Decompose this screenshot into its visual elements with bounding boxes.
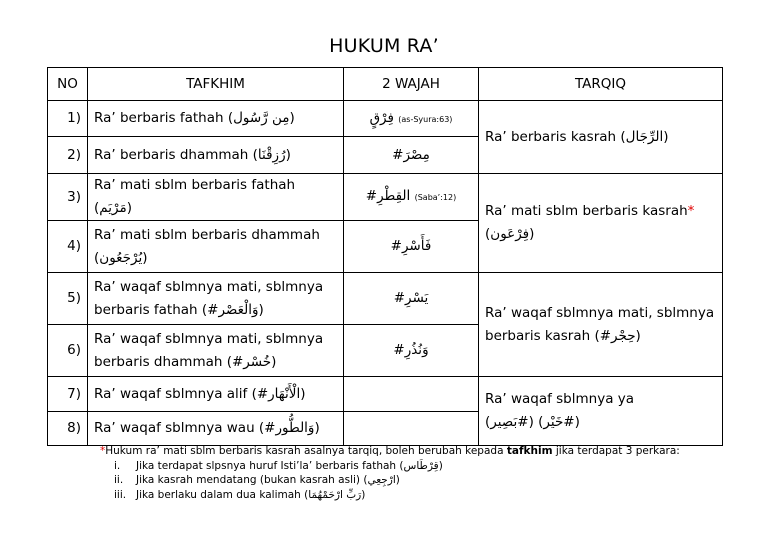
tarqiq-end: ) <box>635 327 641 344</box>
wajah-cell <box>344 137 479 174</box>
wajah-cell <box>344 101 479 137</box>
tarqiq-text: Ra’ waqaf sblmnya ya <box>485 391 635 407</box>
tarqiq-arabic-2: خَيْر <box>543 414 564 430</box>
tafkhim-arabic: وَالطُّور <box>275 420 315 436</box>
tarqiq-end: #) <box>563 414 580 430</box>
tafkhim-end: ) <box>314 420 320 436</box>
tarqiq-text: Ra’ berbaris kasrah ( <box>485 128 626 145</box>
row-number: 2) <box>48 137 88 174</box>
wajah-cell <box>344 325 479 377</box>
tafkhim-cell <box>88 221 344 273</box>
tarqiq-cell <box>479 101 723 174</box>
row-number: 7) <box>48 377 88 412</box>
tafkhim-cell <box>88 412 344 446</box>
tarqiq-text: Ra’ waqaf sblmnya mati, sblmnya <box>485 304 715 321</box>
tafkhim-end: ) <box>142 249 148 266</box>
wajah-cell <box>344 273 479 325</box>
tafkhim-cell <box>88 273 344 325</box>
tarqiq-arabic: حِجْر <box>611 327 636 344</box>
tafkhim-end: ) <box>285 146 291 163</box>
footnote-item-text: Jika berlaku dalam dua kalimah ( <box>136 488 309 501</box>
tarqiq-line2: ( <box>485 414 491 430</box>
tafkhim-text: Ra’ mati sblm berbaris dhammah <box>94 226 320 243</box>
tarqiq-arabic: فِرْعَون <box>490 226 530 242</box>
table-row <box>48 273 723 325</box>
table-row <box>48 174 723 221</box>
tafkhim-text: Ra’ berbaris dhammah ( <box>94 146 258 163</box>
page-title: HUKUM RA’ <box>329 35 439 57</box>
row-number: 1) <box>48 101 88 137</box>
header-no: NO <box>48 68 88 101</box>
footnote-item <box>100 459 720 474</box>
tafkhim-cell <box>88 325 344 377</box>
row-number: 8) <box>48 412 88 446</box>
tafkhim-text: Ra’ waqaf sblmnya mati, sblmnya <box>94 330 324 347</box>
footnote-item-arabic: ارْجِعِي <box>367 474 396 486</box>
tafkhim-arabic: يُرْجَعُون <box>99 249 143 266</box>
tarqiq-end: ) <box>529 226 535 242</box>
tafkhim-arabic: الْأَنْهَار <box>268 385 301 402</box>
tarqiq-arabic: الرِّجَال <box>625 128 664 145</box>
footnote-item <box>100 488 720 503</box>
wajah-reference: (Saba’:12) <box>414 193 457 202</box>
tafkhim-arabic: خُسْر <box>243 353 272 370</box>
row-number: 6) <box>48 325 88 377</box>
footnote-item-end: ) <box>438 459 443 472</box>
footnote-item-end: ) <box>361 488 366 501</box>
table-row <box>48 377 723 412</box>
row-number: 4) <box>48 221 88 273</box>
footnote-item-text: Jika terdapat slpsnya huruf Isti’la’ berbaris fathah ( <box>136 459 404 472</box>
tafkhim-cell <box>88 174 344 221</box>
footnote-item-number: ii. <box>114 474 124 486</box>
tafkhim-arabic: مَرْيَم <box>99 200 127 216</box>
wajah-cell <box>344 174 479 221</box>
footnote-item-end: ) <box>395 474 400 486</box>
footnote-item-number: i. <box>114 459 121 472</box>
footnote-main <box>100 444 720 459</box>
wajah-arabic: يَسْرِ# <box>393 290 429 306</box>
tarqiq-mid: #) ( <box>517 414 544 430</box>
header-wajah: 2 WAJAH <box>344 68 479 101</box>
tarqiq-line2: berbaris kasrah (# <box>485 327 612 344</box>
tarqiq-text: Ra’ mati sblm berbaris kasrah <box>485 203 688 219</box>
tafkhim-end: ) <box>289 110 295 126</box>
tafkhim-text: Ra’ waqaf sblmnya mati, sblmnya <box>94 278 324 295</box>
tafkhim-line2: berbaris fathah (# <box>94 301 219 318</box>
footnote-text-after: jika terdapat 3 perkara: <box>552 445 680 457</box>
wajah-cell-empty <box>344 377 479 412</box>
footnote-text-before: Hukum ra’ mati sblm berbaris kasrah asalnya tarqiq, boleh berubah kepada <box>105 445 507 457</box>
footnote-item <box>100 473 720 488</box>
tafkhim-cell <box>88 377 344 412</box>
note-star: * <box>687 203 695 219</box>
tafkhim-end: ) <box>271 353 277 370</box>
footnote-item-text: Jika kasrah mendatang (bukan kasrah asli) ( <box>136 474 368 486</box>
tafkhim-arabic: رُزِقْنَا <box>257 146 286 163</box>
tarqiq-cell <box>479 273 723 377</box>
table-row <box>48 101 723 137</box>
footnote <box>100 444 720 502</box>
row-number: 3) <box>48 174 88 221</box>
wajah-arabic: مِصْرَ# <box>392 146 430 163</box>
footnote-star: * <box>100 445 106 457</box>
wajah-arabic: فِرْقٍ <box>369 109 394 126</box>
tafkhim-line2: berbaris dhammah (# <box>94 353 244 370</box>
tafkhim-arabic: مِن رَّسُول <box>233 110 290 126</box>
header-tafkhim: TAFKHIM <box>88 68 344 101</box>
tarqiq-arabic: بَصِير <box>490 414 518 430</box>
tarqiq-cell <box>479 174 723 273</box>
header-tarqiq: TARQIQ <box>479 68 723 101</box>
tarqiq-line2: ( <box>485 226 491 242</box>
hukum-ra-table <box>47 67 723 446</box>
footnote-item-number: iii. <box>114 488 127 501</box>
tafkhim-end: ) <box>126 200 132 216</box>
tafkhim-text: Ra’ berbaris fathah ( <box>94 110 234 126</box>
tafkhim-cell <box>88 101 344 137</box>
wajah-cell-empty <box>344 412 479 446</box>
tafkhim-text: Ra’ waqaf sblmnya alif (# <box>94 385 269 402</box>
wajah-arabic: وَنُذُرِ# <box>393 342 429 358</box>
footnote-item-arabic: رَبِّ ارْحَمْهُمَا <box>308 488 362 501</box>
tarqiq-end: ) <box>663 128 669 145</box>
tafkhim-arabic: وَالْعَصْر <box>218 301 259 318</box>
row-number: 5) <box>48 273 88 325</box>
wajah-cell <box>344 221 479 273</box>
wajah-arabic: فَأَسْرِ# <box>390 238 432 254</box>
tafkhim-text: Ra’ mati sblm berbaris fathah ( <box>94 177 296 216</box>
wajah-reference: (as-Syura:63) <box>398 114 453 124</box>
footnote-bold: tafkhim <box>506 445 553 457</box>
tafkhim-line2: ( <box>94 249 100 266</box>
tarqiq-cell <box>479 377 723 446</box>
footnote-item-arabic: قِرْطَاس <box>403 459 439 472</box>
wajah-arabic: القِطْرِ# <box>365 188 411 204</box>
tafkhim-text: Ra’ waqaf sblmnya wau (# <box>94 420 276 436</box>
tafkhim-cell <box>88 137 344 174</box>
table-header-row <box>48 68 723 101</box>
tafkhim-end: ) <box>300 385 306 402</box>
tafkhim-end: ) <box>258 301 264 318</box>
